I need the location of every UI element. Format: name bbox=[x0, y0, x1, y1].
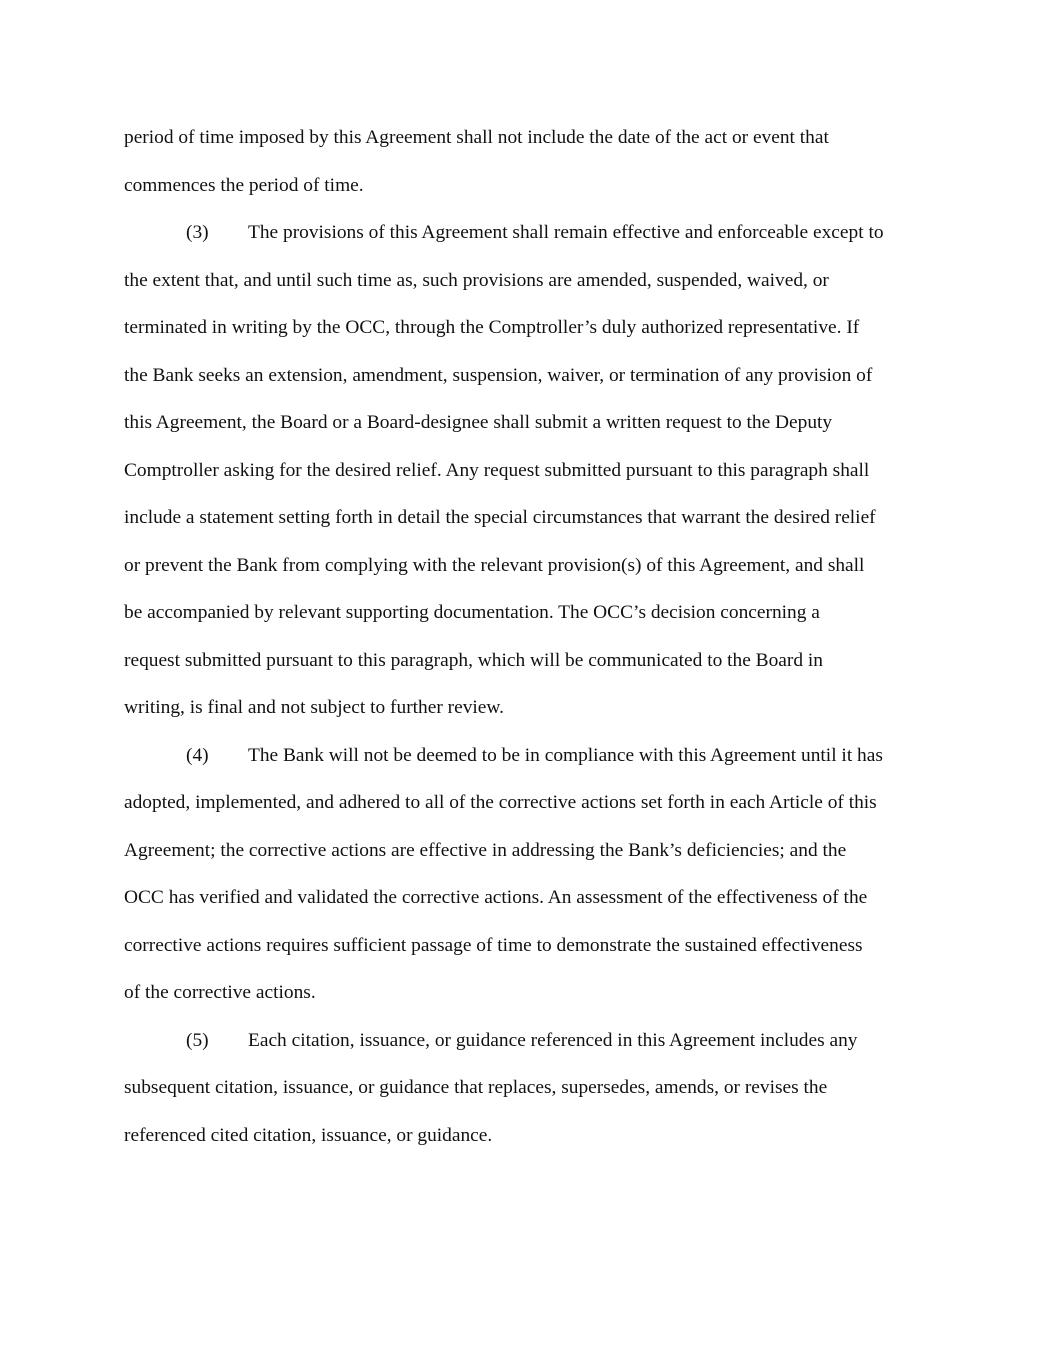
document-body bbox=[124, 114, 930, 1159]
text-line: of the corrective actions. bbox=[124, 982, 316, 1003]
paragraph-first-line bbox=[124, 732, 930, 780]
text-line: Comptroller asking for the desired relief. Any request submitted pursuant to this paragraph shall bbox=[124, 459, 870, 481]
text-line: corrective actions requires sufficient passage of time to demonstrate the sustained effectiveness bbox=[124, 934, 863, 956]
continuation-paragraph bbox=[124, 114, 930, 209]
text-line: period of time imposed by this Agreement shall not include the date of the act or event that bbox=[124, 127, 829, 148]
paragraph-first-line bbox=[124, 209, 930, 257]
text-line: this Agreement, the Board or a Board-designee shall submit a written request to the Deputy bbox=[124, 412, 833, 433]
text-line: request submitted pursuant to this paragraph, which will be communicated to the Board in bbox=[124, 649, 823, 671]
paragraph-number: (4) bbox=[186, 744, 209, 766]
paragraph-first-line bbox=[124, 1017, 930, 1065]
text-line: Each citation, issuance, or guidance referenced in this Agreement includes any bbox=[248, 1029, 858, 1051]
text-line: include a statement setting forth in detail the special circumstances that warrant the desired relief bbox=[124, 507, 876, 528]
text-line: subsequent citation, issuance, or guidance that replaces, supersedes, amends, or revises the bbox=[124, 1077, 828, 1098]
text-line: the extent that, and until such time as, such provisions are amended, suspended, waived, or bbox=[124, 269, 829, 291]
text-line: the Bank seeks an extension, amendment, suspension, waiver, or termination of any provision of bbox=[124, 364, 873, 386]
paragraph-3 bbox=[124, 209, 930, 732]
text-line: referenced cited citation, issuance, or guidance. bbox=[124, 1124, 493, 1146]
paragraph-4 bbox=[124, 732, 930, 1017]
text-line: writing, is final and not subject to further review. bbox=[124, 697, 504, 718]
text-line: Agreement; the corrective actions are effective in addressing the Bank’s deficiencies; and the bbox=[124, 839, 847, 861]
paragraph-number: (3) bbox=[186, 222, 209, 243]
text-line: OCC has verified and validated the corrective actions. An assessment of the effectiveness of the bbox=[124, 887, 868, 908]
text-line: terminated in writing by the OCC, through the Comptroller’s duly authorized representative. If bbox=[124, 317, 860, 338]
text-line: adopted, implemented, and adhered to all of the corrective actions set forth in each Article of this bbox=[124, 792, 877, 813]
paragraph-number: (5) bbox=[186, 1029, 209, 1051]
paragraph-5 bbox=[124, 1017, 930, 1160]
text-line: be accompanied by relevant supporting documentation. The OCC’s decision concerning a bbox=[124, 602, 820, 623]
text-line: The provisions of this Agreement shall remain effective and enforceable except to bbox=[248, 222, 884, 243]
text-line: commences the period of time. bbox=[124, 174, 364, 196]
text-line: The Bank will not be deemed to be in compliance with this Agreement until it has bbox=[248, 744, 883, 766]
text-line: or prevent the Bank from complying with the relevant provision(s) of this Agreement, and shall bbox=[124, 554, 865, 576]
